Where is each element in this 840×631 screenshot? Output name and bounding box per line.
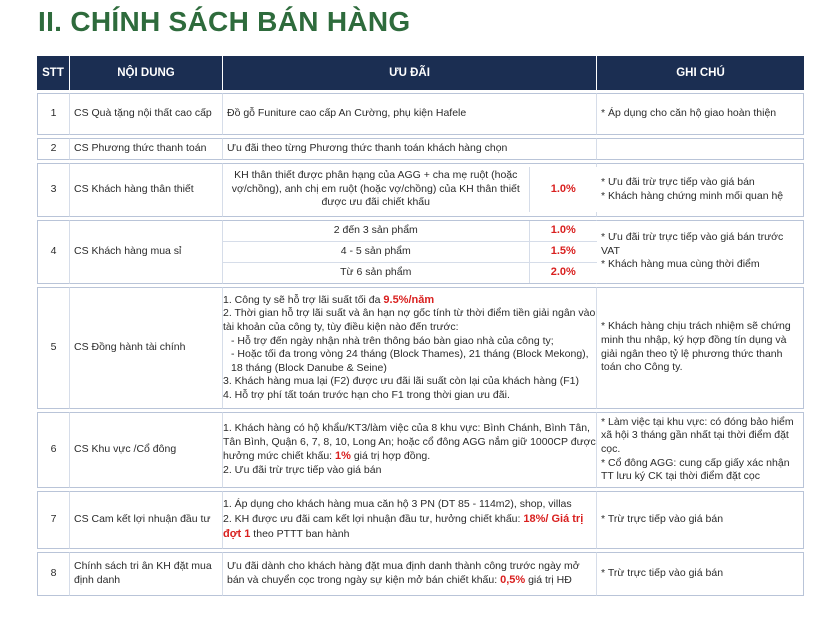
offer-text: 1. Khách hàng có hộ khẩu/KT3/làm việc của 8 khu vực: Bình Chánh, Bình Tân, Tân Bình, Quận 6, 7, 8, 10, Long An; hoặc cổ đông AGG nắm giữ 1000CP được hưởng mức chiết khấu:: [223, 421, 596, 463]
offer-line: 1. Áp dụng cho khách hàng mua căn hộ 3 PN (DT 85 - 114m2), shop, villas: [223, 498, 572, 511]
tier-label: 2 đến 3 sản phẩm: [223, 221, 529, 242]
sales-policy-table: [37, 53, 804, 599]
tier-row: [223, 221, 597, 242]
row-note: * Áp dụng cho căn hộ giao hoàn thiện: [597, 93, 804, 135]
offer-text: Ưu đãi dành cho khách hàng đặt mua định danh thành công trước ngày mở bán và chuyển cọc trong ngày sự kiện mở bán chiết khấu:: [227, 559, 580, 587]
header-offer: ƯU ĐÃI: [223, 56, 597, 90]
row-stt: 5: [37, 287, 70, 409]
offer-line: 3. Khách hàng mua lại (F2) được ưu đãi lãi suất còn lại của khách hàng (F1): [223, 375, 579, 388]
offer-line: - Hỗ trợ đến ngày nhận nhà trên thông báo bàn giao nhà của công ty;: [231, 334, 554, 347]
row-content: Chính sách tri ân KH đặt mua định danh: [70, 552, 223, 596]
row-content: CS Khách hàng mua sỉ: [70, 220, 223, 284]
row-content: CS Quà tặng nội thất cao cấp: [70, 93, 223, 135]
row-stt: 7: [37, 491, 70, 549]
discount-value: 18%/ Giá trị đợt 1: [223, 513, 584, 540]
header-stt: STT: [37, 56, 70, 90]
offer-text: 1. Công ty sẽ hỗ trợ lãi suất tối đa: [223, 293, 384, 306]
row-content: CS Đồng hành tài chính: [70, 287, 223, 409]
row-stt: 3: [37, 163, 70, 217]
offer-text: KH thân thiết được phân hạng của AGG + cha mẹ ruột (hoặc vợ/chồng), anh chị em ruột (hoặc vợ/chồng) của KH thân thiết được ưu đãi chiết khấu: [223, 167, 529, 212]
row-offer: [223, 287, 597, 409]
row-content: CS Khách hàng thân thiết: [70, 163, 223, 217]
note-line: * Ưu đãi trừ trực tiếp vào giá bán: [601, 176, 755, 188]
table-row: [37, 412, 804, 488]
row-note: * Khách hàng chịu trách nhiệm sẽ chứng minh thu nhập, ký hợp đồng tín dụng và giải ngân theo tỷ lệ phương thức thanh toán cho Công ty.: [597, 287, 804, 409]
row-content: CS Cam kết lợi nhuận đầu tư: [70, 491, 223, 549]
table-row: [37, 287, 804, 409]
interest-rate: 9.5%/năm: [383, 293, 435, 306]
offer-text: giá trị HĐ: [525, 574, 572, 587]
row-content: CS Khu vực /Cổ đông: [70, 412, 223, 488]
row-stt: 6: [37, 412, 70, 488]
discount-value: 0,5%: [500, 574, 526, 587]
row-note: [597, 412, 804, 488]
tier-label: Từ 6 sản phẩm: [223, 262, 529, 283]
offer-text: 2. KH được ưu đãi cam kết lợi nhuận đầu tư, hưởng chiết khấu:: [223, 513, 524, 526]
offer-line: [223, 293, 596, 308]
table-row: [37, 163, 804, 217]
note-line: * Khách hàng chứng minh mối quan hệ: [601, 189, 784, 202]
table-row: [37, 220, 804, 284]
row-stt: 2: [37, 138, 70, 160]
row-note: * Trừ trực tiếp vào giá bán: [597, 552, 804, 596]
table-row: [37, 491, 804, 549]
table-header-row: [37, 56, 804, 90]
offer-line: 2. Ưu đãi trừ trực tiếp vào giá bán: [223, 463, 382, 476]
row-stt: 4: [37, 220, 70, 284]
offer-line: 2. Thời gian hỗ trợ lãi suất và ân hạn nợ gốc tính từ thời điểm tiền giải ngân vào tài khoản của công ty, tùy điều kiện nào đến trước:: [223, 307, 596, 333]
offer-line: - Hoặc tối đa trong vòng 24 tháng (Block Thames), 21 tháng (Block Mekong), 18 tháng (Block Danube & Seine): [231, 348, 589, 374]
table-row: [37, 552, 804, 596]
table-row: [37, 138, 804, 160]
row-offer: [223, 220, 597, 284]
offer-line: [223, 422, 596, 464]
row-note: [597, 220, 804, 284]
row-offer: [223, 552, 597, 596]
row-note: * Trừ trực tiếp vào giá bán: [597, 491, 804, 549]
tier-discount: 1.0%: [529, 221, 597, 242]
note-line: * Làm việc tại khu vực: có đóng bảo hiểm xã hội 3 tháng gần nhất tại thời điểm đặt cọc.: [601, 415, 794, 455]
offer-text: theo PTTT ban hành: [250, 527, 350, 540]
discount-value: 1.0%: [529, 167, 597, 212]
tier-label: 4 - 5 sản phẩm: [223, 241, 529, 262]
note-line: * Khách hàng mua cùng thời điểm: [601, 258, 760, 271]
tier-subtable: [223, 221, 597, 283]
note-line: * Ưu đãi trừ trực tiếp vào giá bán trước VAT: [601, 231, 784, 257]
offer-subtable: [223, 167, 597, 212]
discount-value: 1%: [335, 450, 351, 463]
tier-row: [223, 241, 597, 262]
header-content: NỘI DUNG: [70, 56, 223, 90]
offer-text: giá trị hợp đồng.: [350, 450, 431, 463]
row-stt: 8: [37, 552, 70, 596]
row-offer: Ưu đãi theo từng Phương thức thanh toán khách hàng chọn: [223, 138, 597, 160]
tier-discount: 1.5%: [529, 241, 597, 262]
offer-line: [223, 512, 596, 541]
row-offer: [223, 412, 597, 488]
page-title: II. CHÍNH SÁCH BÁN HÀNG: [38, 6, 411, 37]
tier-row: [223, 262, 597, 283]
row-offer: Đồ gỗ Funiture cao cấp An Cường, phụ kiện Hafele: [223, 93, 597, 135]
row-offer: [223, 163, 597, 217]
table-row: [37, 93, 804, 135]
tier-discount: 2.0%: [529, 262, 597, 283]
row-note: [597, 163, 804, 217]
row-stt: 1: [37, 93, 70, 135]
note-line: * Cổ đông AGG: cung cấp giấy xác nhận TT lưu ký CK tại thời điểm đặt cọc: [601, 456, 790, 483]
row-note: [597, 138, 804, 160]
row-content: CS Phương thức thanh toán: [70, 138, 223, 160]
header-note: GHI CHÚ: [597, 56, 804, 90]
offer-line: 4. Hỗ trợ phí tất toán trước hạn cho F1 trong thời gian ưu đãi.: [223, 389, 510, 402]
row-offer: [223, 491, 597, 549]
